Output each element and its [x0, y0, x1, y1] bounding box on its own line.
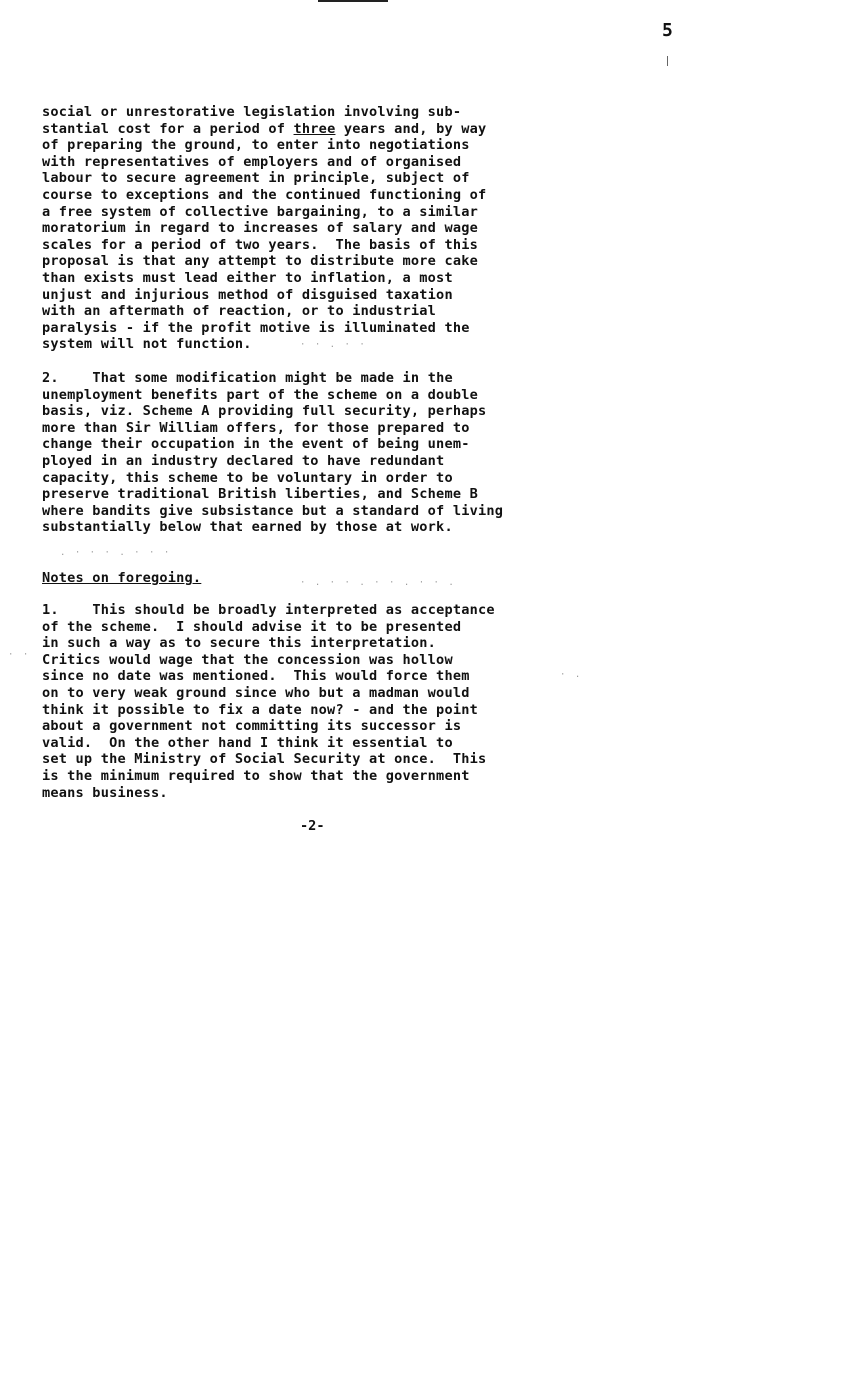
text-line: where bandits give subsistance but a standard of living [42, 502, 504, 519]
notes-heading: Notes on foregoing. [42, 570, 202, 586]
note-1 [42, 602, 602, 801]
scan-noise: · · . · · [300, 340, 367, 350]
scan-noise: . · · · . · · · [60, 548, 172, 558]
line-segment: stantial cost for a period of [42, 120, 294, 137]
text-line: with an aftermath of reaction, or to industrial [42, 303, 437, 320]
text-line: means business. [42, 784, 168, 801]
text-line: moratorium in regard to increases of salary and wage [42, 220, 478, 237]
text-line-numbered [42, 602, 602, 619]
scan-noise: · . · · . · · . · · . [300, 578, 456, 588]
text-line: of preparing the ground, to enter into negotiations [42, 137, 470, 154]
paragraph-2 [42, 370, 602, 536]
line-segment: years and, by way [335, 120, 487, 137]
text-line: of the scheme. I should advise it to be presented [42, 618, 462, 635]
text-line: about a government not committing its successor is [42, 718, 462, 735]
text-line-with-underline [42, 121, 602, 138]
line-segment: This should be broadly interpreted as acceptance [92, 602, 495, 618]
text-line: a free system of collective bargaining, to a similar [42, 203, 478, 220]
text-line: capacity, this scheme to be voluntary in order to [42, 469, 453, 486]
top-edge-line [318, 0, 388, 2]
text-line: valid. On the other hand I think it essential to [42, 734, 453, 751]
text-line: is the minimum required to show that the government [42, 767, 470, 784]
paragraph-continued [42, 104, 602, 353]
page-number: -2- [300, 818, 325, 834]
line-segment: That some modification might be made in the [92, 370, 453, 386]
text-line: since no date was mentioned. This would force them [42, 668, 470, 685]
text-line: think it possible to fix a date now? - and the point [42, 701, 478, 718]
underlined-word: three [293, 120, 336, 137]
text-line: scales for a period of two years. The basis of this [42, 236, 478, 253]
text-line: than exists must lead either to inflation, a most [42, 269, 453, 286]
text-line: with representatives of employers and of organised [42, 153, 462, 170]
text-line: proposal is that any attempt to distribute more cake [42, 253, 478, 270]
text-line: course to exceptions and the continued functioning of [42, 186, 487, 203]
text-line: unjust and injurious method of disguised taxation [42, 286, 453, 303]
text-line: social or unrestorative legislation involving sub- [42, 104, 462, 120]
note-number: 1. [42, 602, 59, 618]
scan-noise: · . [560, 670, 583, 680]
text-line: system will not function. [42, 336, 252, 353]
text-line: Critics would wage that the concession was hollow [42, 651, 453, 668]
text-line: ployed in an industry declared to have redundant [42, 452, 445, 469]
text-line: unemployment benefits part of the scheme on a double [42, 386, 478, 403]
paragraph-number: 2. [42, 370, 59, 386]
text-line: change their occupation in the event of being unem- [42, 436, 470, 453]
corner-page-mark: 5 [662, 20, 673, 41]
text-line: in such a way as to secure this interpretation. [42, 635, 437, 652]
text-line: substantially below that earned by those at work. [42, 519, 453, 536]
text-line: basis, viz. Scheme A providing full security, perhaps [42, 403, 487, 420]
text-line: more than Sir William offers, for those prepared to [42, 419, 470, 436]
text-line: labour to secure agreement in principle, subject of [42, 170, 470, 187]
text-line-numbered [42, 370, 602, 387]
text-line: on to very weak ground since who but a madman would [42, 684, 470, 701]
text-line: preserve traditional British liberties, and Scheme B [42, 486, 478, 503]
scan-noise: · · [8, 650, 31, 660]
text-line: paralysis - if the profit motive is illuminated the [42, 319, 470, 336]
corner-tick [667, 56, 668, 66]
text-line: set up the Ministry of Social Security at once. This [42, 751, 487, 768]
